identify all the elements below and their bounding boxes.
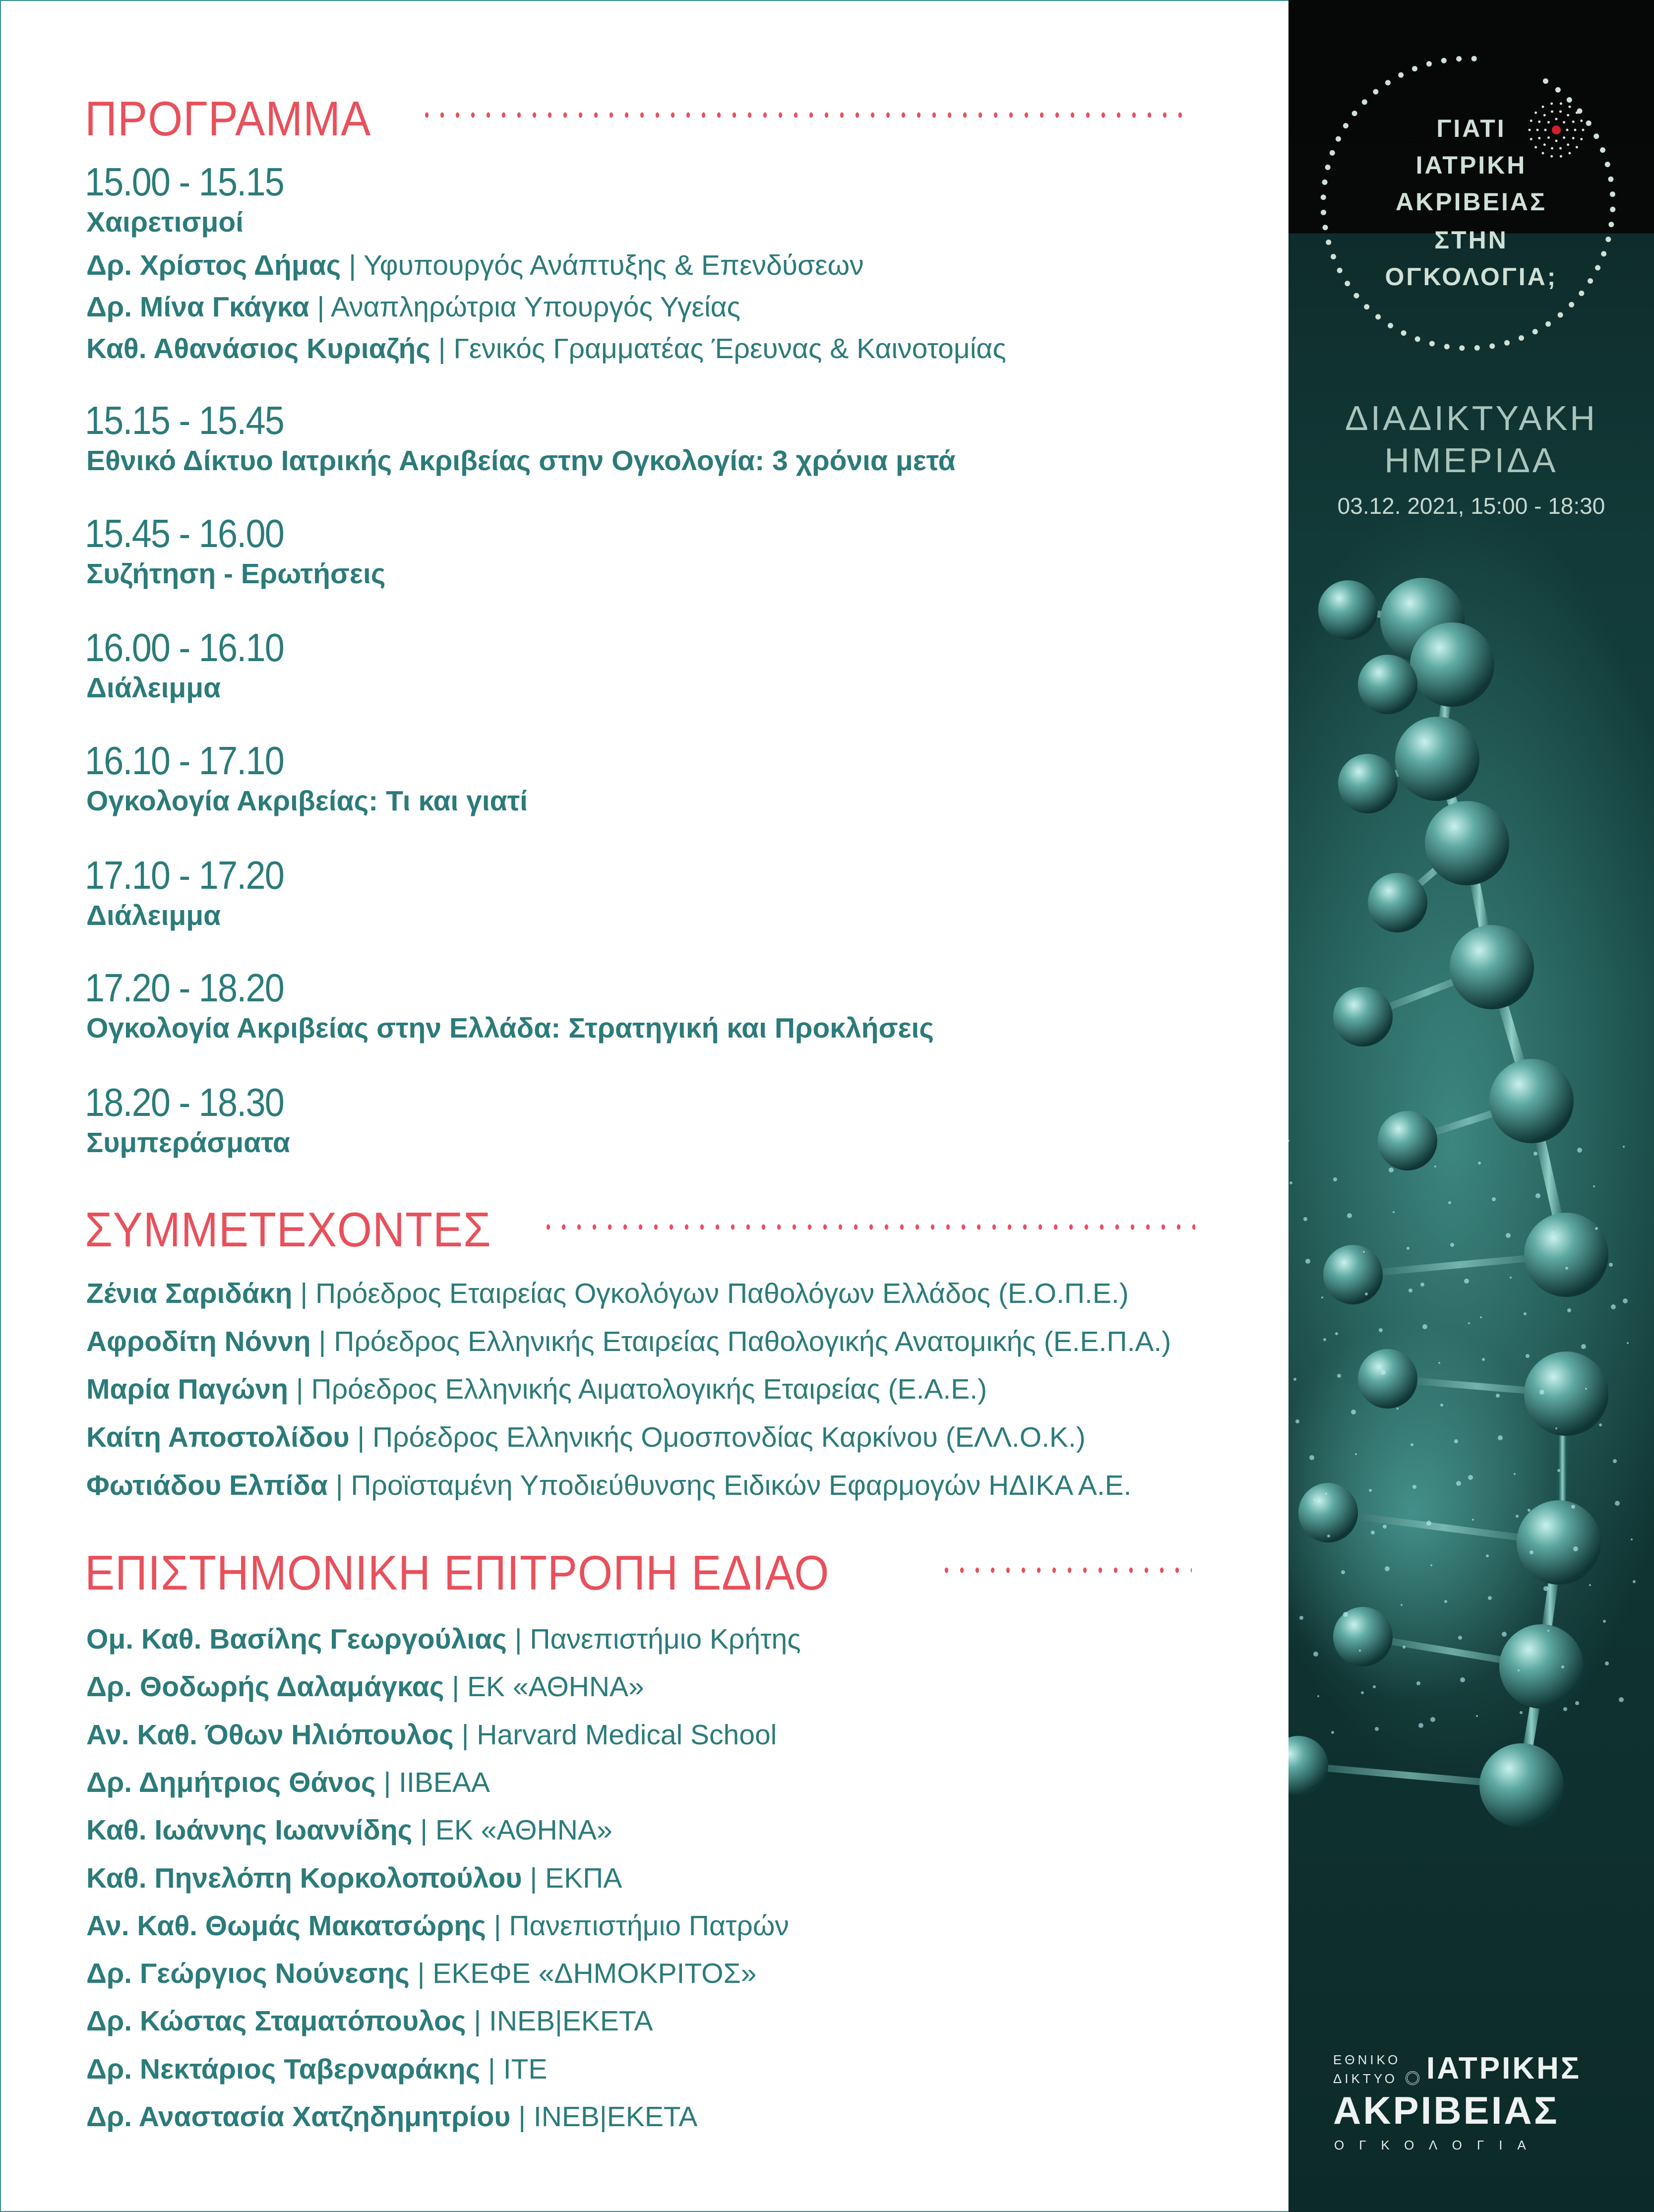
circle-dot: [1362, 99, 1367, 105]
sparkle: [1363, 1251, 1365, 1253]
sparkle: [1502, 1632, 1507, 1637]
sparkle: [1293, 1378, 1296, 1381]
sparkle: [1589, 1584, 1591, 1586]
program-session-title: Συμπεράσματα: [86, 1127, 291, 1159]
sparkle: [1603, 1620, 1606, 1623]
target-dot: [1551, 147, 1553, 150]
program-time: 17.10 - 17.20: [85, 853, 284, 897]
person-name: Αν. Καθ. Όθων Ηλιόπουλος: [86, 1719, 454, 1751]
sparkle: [1327, 1535, 1330, 1537]
side-panel: [1288, 0, 1654, 2212]
circle-dot: [1444, 344, 1450, 349]
sparkle: [1335, 1332, 1338, 1335]
person-name: Δρ. Χρίστος Δήμας: [86, 249, 341, 281]
dna-sphere: [1318, 580, 1378, 640]
person-affiliation: | Harvard Medical School: [453, 1719, 777, 1751]
target-dot: [1576, 112, 1578, 114]
sparkle: [1627, 1342, 1629, 1344]
sparkle: [1337, 1374, 1341, 1378]
dna-sphere: [1517, 1500, 1601, 1585]
sparkle: [1422, 1324, 1427, 1329]
dna-sphere: [1368, 873, 1427, 932]
sparkle: [1520, 1711, 1523, 1714]
sparkle: [1530, 1550, 1533, 1554]
circle-dot: [1322, 180, 1328, 185]
sparkle: [1577, 1148, 1582, 1153]
sparkle: [1448, 1201, 1451, 1204]
sparkle: [1633, 1580, 1636, 1583]
person-affiliation: | Πρόεδρος Ελληνικής Ομοσπονδίας Καρκίνου (ΕΛΛ.Ο.Κ.): [349, 1421, 1086, 1454]
committee-member-row: [86, 1909, 789, 1942]
circle-dot: [1608, 222, 1614, 227]
sparkle: [1440, 1404, 1443, 1407]
circle-dot: [1579, 291, 1584, 296]
panel-title-line: ΓΙΑΤΙ: [1436, 115, 1506, 142]
person-name: Δρ. Δημήτριος Θάνος: [86, 1766, 376, 1798]
dna-sphere: [1499, 1624, 1584, 1709]
target-dot: [1560, 102, 1562, 105]
sparkle: [1631, 1538, 1633, 1540]
sparkle: [1385, 1566, 1390, 1571]
panel-title-line: ΣΤΗΝ: [1434, 226, 1508, 254]
person-affiliation: | Γενικός Γραμματέας Έρευνας & Καινοτομίας: [430, 333, 1006, 365]
sparkle: [1373, 1685, 1376, 1688]
circle-dot: [1519, 335, 1524, 341]
program-session-title: Διάλειμμα: [86, 672, 221, 704]
dna-sphere: [1333, 987, 1393, 1046]
sparkle: [1355, 1453, 1357, 1455]
target-dot: [1551, 110, 1553, 113]
target-dot: [1534, 146, 1537, 148]
program-session-title: Ογκολογία Ακριβείας στην Ελλάδα: Στρατηγική και Προκλήσεις: [86, 1012, 934, 1044]
person-name: Καίτη Αποστολίδου: [86, 1421, 350, 1454]
sparkle: [1585, 1388, 1587, 1390]
dna-sphere: [1524, 1213, 1608, 1297]
sparkle: [1468, 1475, 1473, 1480]
program-time: 16.10 - 17.10: [85, 738, 284, 783]
person-affiliation: | ΕΚ «ΑΘΗΝΑ»: [444, 1671, 644, 1703]
sparkle: [1573, 1546, 1578, 1551]
person-affiliation: | ΙΝΕΒ|ΕΚΕΤΑ: [466, 2005, 653, 2037]
circle-dot: [1352, 111, 1357, 116]
person-name: Αφροδίτη Νόννη: [86, 1325, 311, 1357]
sparkle: [1514, 1473, 1516, 1475]
committee-heading-dots: [939, 1567, 1192, 1573]
person-affiliation: | ΕΚΠΑ: [522, 1862, 622, 1894]
sparkle: [1397, 1408, 1399, 1410]
target-dot: [1559, 110, 1562, 113]
sparkle: [1375, 1727, 1379, 1731]
sparkle: [1407, 1247, 1409, 1250]
program-session-title: Εθνικό Δίκτυο Ιατρικής Ακριβείας στην Ογκολογία: 3 χρόνια μετά: [86, 445, 956, 477]
sparkle: [1361, 1691, 1364, 1694]
sparkle: [1547, 1630, 1549, 1632]
person-name: Μαρία Παγώνη: [86, 1373, 289, 1406]
panel-title-line: ΙΑΤΡΙΚΗ: [1415, 151, 1527, 179]
person-name: Καθ. Αθανάσιος Κυριαζής: [86, 333, 430, 365]
sparkle: [1510, 1277, 1512, 1279]
target-dot: [1567, 143, 1569, 146]
program-time: 15.45 - 16.00: [85, 511, 284, 555]
sparkle: [1299, 1616, 1303, 1620]
target-dot: [1576, 146, 1578, 148]
program-time: 18.20 - 18.30: [85, 1080, 284, 1124]
dna-sphere: [1338, 754, 1398, 813]
sparkle: [1454, 1439, 1458, 1443]
sparkle: [1401, 1604, 1403, 1606]
logo-text-ethniko: ΕΘΝΙΚΟ: [1333, 2052, 1401, 2067]
target-dot: [1543, 143, 1546, 146]
circle-dot: [1489, 343, 1495, 349]
committee-member-row: [86, 1766, 490, 1798]
logo-text-diktyo: ΔΙΚΤΥΟ: [1333, 2071, 1398, 2086]
participant-row: [86, 1325, 1171, 1357]
dna-sphere: [1378, 1111, 1437, 1170]
target-dot: [1534, 112, 1537, 114]
circle-dot: [1456, 56, 1462, 61]
sparkle: [1365, 1292, 1368, 1295]
target-dot: [1559, 147, 1562, 150]
sparkle: [1609, 1263, 1613, 1267]
dna-sphere: [1395, 717, 1479, 801]
sparkle: [1498, 1435, 1503, 1440]
sparkle: [1561, 1665, 1564, 1668]
dna-sphere: [1425, 801, 1509, 885]
dna-sphere: [1450, 925, 1534, 1009]
program-session-title: Ογκολογία Ακριβείας: Τι και γιατί: [86, 785, 528, 817]
person-affiliation: | Προϊσταμένη Υποδιεύθυνσης Ειδικών Εφαρμογών ΗΔΙΚΑ Α.Ε.: [327, 1469, 1132, 1501]
sparkle: [1486, 1554, 1489, 1557]
circle-dot: [1567, 97, 1572, 103]
sparkle: [1303, 1217, 1307, 1221]
sparkle: [1581, 1344, 1586, 1349]
person-affiliation: | Πανεπιστήμιο Πατρών: [486, 1909, 789, 1942]
program-session-title: Χαιρετισμοί: [86, 206, 244, 238]
program-heading-dots: [419, 112, 1185, 118]
sparkle: [1444, 1600, 1447, 1603]
sparkle: [1351, 1410, 1356, 1414]
panel-title-line: ΟΓΚΟΛΟΓΙΑ;: [1385, 263, 1558, 291]
person-affiliation: | ΙΙΒΕΑΑ: [375, 1766, 490, 1798]
sparkle: [1482, 1358, 1485, 1361]
person-affiliation: | Πρόεδρος Ελληνικής Αιματολογικής Εταιρείας (Ε.Α.Ε.): [288, 1373, 987, 1406]
circle-dot: [1504, 340, 1510, 346]
sparkle: [1418, 1723, 1423, 1728]
sparkle: [1557, 1469, 1560, 1472]
sparkle: [1426, 1521, 1431, 1526]
sparkle: [1359, 1650, 1361, 1652]
logo-text-iatrikis: ΙΑΤΡΙΚΗΣ: [1426, 2051, 1582, 2086]
committee-member-row: [86, 1721, 777, 1749]
program-session-title: Συζήτηση - Ερωτήσεις: [86, 558, 386, 590]
program-time: 16.00 - 16.10: [85, 625, 284, 670]
sparkle: [1289, 1181, 1292, 1184]
sparkle: [1535, 1193, 1540, 1198]
sparkle: [1623, 1298, 1628, 1303]
dna-sphere: [1410, 622, 1494, 707]
program-heading: ΠΡΟΓΡΑΜΜΑ: [85, 91, 371, 146]
sparkle: [1295, 1419, 1299, 1423]
sparkle: [1551, 1231, 1553, 1233]
sparkle: [1369, 1489, 1372, 1492]
sparkle: [1450, 1243, 1454, 1247]
committee-member-row: [86, 1960, 756, 1988]
logo-ring-icon: [1406, 2071, 1419, 2085]
sparkle: [1323, 1338, 1326, 1341]
sparkle: [1613, 1459, 1617, 1463]
dna-sphere: [1298, 1483, 1358, 1542]
participant-row: [86, 1423, 1086, 1452]
circle-dot: [1600, 147, 1605, 153]
circle-dot: [1569, 302, 1574, 307]
sparkle: [1460, 1677, 1465, 1682]
dna-sphere: [1358, 655, 1417, 714]
committee-member-row: [86, 1673, 644, 1701]
event-type-line-1: ΔΙΑΔΙΚΤΥΑΚΗ: [1345, 399, 1597, 437]
person-name: Ομ. Καθ. Βασίλης Γεωργούλιας: [86, 1623, 507, 1655]
circle-dot: [1543, 78, 1548, 84]
sparkle: [1343, 1612, 1348, 1617]
circle-dot: [1426, 61, 1432, 66]
sparkle: [1383, 1525, 1387, 1529]
sparkle: [1526, 1354, 1530, 1358]
sparkle: [1593, 1185, 1595, 1187]
person-name: Δρ. Μίνα Γκάγκα: [86, 291, 309, 323]
committee-member-row: [86, 1816, 613, 1844]
circle-dot: [1364, 304, 1369, 309]
sparkle: [1331, 1731, 1334, 1734]
person-name: Ζένια Σαριδάκη: [86, 1278, 293, 1309]
committee-heading: ΕΠΙΣΤΗΜΟΝΙΚΗ ΕΠΙΤΡΟΠΗ ΕΔΙΑΟ: [85, 1545, 830, 1600]
sparkle: [1599, 1423, 1602, 1426]
sparkle: [1325, 1493, 1327, 1495]
panel-title-line: ΑΚΡΙΒΕΙΑΣ: [1396, 188, 1547, 216]
sparkle: [1563, 1707, 1567, 1711]
circle-dot: [1545, 321, 1551, 327]
program-speaker: [86, 335, 1006, 363]
participant-row: [86, 1375, 987, 1404]
sparkle: [1611, 1304, 1616, 1309]
person-affiliation: | ΙΝΕΒ|ΕΚΕΤΑ: [510, 2101, 698, 2133]
sparkle: [1496, 1394, 1500, 1398]
sparkle: [1403, 1646, 1406, 1649]
person-name: Δρ. Γεώργιος Νούνεσης: [86, 1958, 410, 1990]
sparkle: [1430, 1717, 1435, 1722]
sparkle: [1456, 1481, 1461, 1486]
sparkle: [1420, 1283, 1424, 1287]
circle-dot: [1474, 345, 1480, 351]
person-affiliation: | Πρόεδρος Ελληνικής Εταιρείας Παθολογικής Ανατομικής (Ε.Ε.Π.Α.): [310, 1325, 1171, 1357]
program-session-title: Διάλειμμα: [86, 900, 221, 931]
committee-member-row: [86, 1864, 622, 1893]
sparkle: [1317, 1695, 1319, 1697]
person-name: Δρ. Νεκτάριος Ταβερναράκης: [86, 2053, 481, 2085]
participants-heading: ΣΥΜΜΕΤΕΧΟΝΤΕΣ: [85, 1202, 491, 1257]
sparkle: [1619, 1697, 1624, 1702]
person-affiliation: | ΕΚ «ΑΘΗΝΑ»: [412, 1814, 613, 1846]
circle-dot: [1385, 80, 1391, 85]
sparkle: [1438, 1362, 1440, 1364]
circle-dot: [1354, 293, 1359, 299]
sparkle: [1595, 1227, 1598, 1230]
sparkle: [1478, 1162, 1481, 1165]
dna-sphere: [1489, 1059, 1574, 1143]
sparkle: [1516, 1515, 1519, 1518]
sparkle: [1305, 1259, 1310, 1264]
sparkle: [1623, 1146, 1625, 1148]
sparkle: [1539, 1390, 1544, 1395]
person-name: Δρ. Αναστασία Χατζηδημητρίου: [86, 2101, 511, 2133]
program-time: 17.20 - 18.20: [85, 966, 284, 1010]
dna-illustration: [1288, 0, 1654, 2212]
participants-heading-dots: [541, 1224, 1195, 1230]
sparkle: [1389, 1167, 1394, 1172]
program-speaker: [86, 293, 740, 321]
sparkle: [1480, 1316, 1482, 1318]
sparkle: [1488, 1596, 1492, 1600]
sparkle: [1371, 1531, 1375, 1535]
person-name: Καθ. Πηνελόπη Κορκολοπούλου: [86, 1862, 522, 1894]
sparkle: [1409, 1289, 1412, 1292]
event-date: 03.12. 2021, 15:00 - 18:30: [1337, 493, 1605, 519]
committee-member-row: [86, 2103, 697, 2131]
sparkle: [1313, 1652, 1318, 1657]
sparkle: [1567, 1308, 1571, 1312]
sparkle: [1565, 1267, 1568, 1270]
dna-sphere: [1333, 1607, 1393, 1666]
sparkle: [1533, 1152, 1537, 1156]
person-affiliation: | Πρόεδρος Εταιρείας Ογκολόγων Παθολόγων Ελλάδος (Ε.Ο.Π.Ε.): [292, 1278, 1129, 1309]
circle-dot: [1441, 58, 1447, 63]
circle-dot: [1558, 312, 1563, 317]
target-dot: [1542, 106, 1544, 108]
sparkle: [1543, 1586, 1548, 1591]
sparkle: [1555, 1427, 1557, 1429]
logo-text-akriveias: ΑΚΡΙΒΕΙΑΣ: [1333, 2089, 1559, 2132]
sparkle: [1321, 1296, 1323, 1298]
circle-dot: [1459, 345, 1465, 351]
event-type-line-2: ΗΜΕΡΙΔΑ: [1384, 441, 1558, 480]
logo-text-ogkologia: ΟΓΚΟΛΟΓΙΑ: [1334, 2138, 1541, 2152]
sparkle: [1347, 1213, 1352, 1218]
circle-dot: [1532, 329, 1538, 334]
sparkle: [1472, 1519, 1474, 1521]
sparkle: [1518, 1669, 1520, 1671]
circle-dot: [1412, 66, 1417, 71]
person-affiliation: | ΙΤΕ: [480, 2053, 548, 2085]
circle-dot: [1555, 87, 1561, 93]
person-affiliation: | Υφυπουργός Ανάπτυξης & Επενδύσεων: [341, 249, 864, 281]
dna-sphere: [1524, 1352, 1608, 1436]
dna-sphere: [1288, 1736, 1328, 1795]
sparkle: [1458, 1636, 1462, 1640]
sparkle: [1416, 1681, 1420, 1685]
circle-dot: [1388, 323, 1393, 328]
sparkle: [1313, 1499, 1315, 1501]
program-time: 15.00 - 15.15: [85, 160, 284, 204]
dna-sphere: [1358, 1349, 1417, 1409]
dna-sphere: [1323, 1245, 1383, 1304]
person-name: Αν. Καθ. Θωμάς Μακατσώρης: [86, 1909, 486, 1942]
program-speaker: [86, 251, 864, 280]
person-affiliation: | Αναπληρώτρια Υπουργός Υγείας: [309, 291, 741, 323]
sparkle: [1412, 1485, 1416, 1489]
sparkle: [1468, 1322, 1470, 1324]
person-name: Δρ. Θοδωρής Δαλαμάγκας: [86, 1671, 444, 1703]
sparkle: [1506, 1233, 1511, 1238]
circle-dot: [1471, 56, 1477, 61]
sparkle: [1464, 1279, 1469, 1284]
circle-dot: [1331, 254, 1336, 259]
sparkle: [1524, 1312, 1527, 1315]
person-name: Φωτιάδου Ελπίδα: [86, 1469, 328, 1501]
circle-dot: [1429, 341, 1435, 346]
sparkle: [1434, 1166, 1436, 1167]
sparkle: [1379, 1328, 1383, 1332]
program-time: 15.15 - 15.45: [85, 398, 284, 442]
sparkle: [1492, 1197, 1496, 1201]
dna-sphere: [1479, 1743, 1564, 1828]
sparkle: [1410, 1443, 1413, 1446]
person-name: Καθ. Ιωάννης Ιωαννίδης: [86, 1814, 413, 1846]
sparkle: [1615, 1501, 1620, 1506]
committee-member-row: [86, 1625, 801, 1654]
target-dot: [1550, 102, 1553, 105]
participant-row: [86, 1280, 1129, 1308]
sparkle: [1393, 1211, 1395, 1213]
sparkle: [1476, 1715, 1478, 1717]
person-affiliation: | ΕΚΕΦΕ «ΔΗΜΟΚΡΙΤΟΣ»: [409, 1958, 757, 1990]
person-affiliation: | Πανεπιστήμιο Κρήτης: [506, 1623, 801, 1655]
target-dot: [1569, 106, 1571, 108]
sparkle: [1528, 1509, 1531, 1512]
sparkle: [1430, 1564, 1432, 1566]
sparkle: [1575, 1701, 1579, 1705]
sparkle: [1571, 1505, 1575, 1509]
participant-row: [86, 1469, 1132, 1501]
sparkle: [1605, 1661, 1609, 1665]
sparkle: [1309, 1455, 1314, 1460]
committee-member-row: [86, 2055, 547, 2084]
circle-dot: [1373, 89, 1378, 95]
sparkle: [1381, 1370, 1386, 1375]
circle-dot: [1375, 314, 1381, 319]
circle-dot: [1401, 330, 1407, 336]
sparkle: [1333, 1177, 1337, 1181]
circle-dot: [1415, 336, 1420, 342]
committee-member-row: [86, 2007, 653, 2035]
person-name: Δρ. Κώστας Σταματόπουλος: [86, 2005, 466, 2037]
circle-dot: [1398, 72, 1404, 78]
sparkle: [1341, 1570, 1345, 1574]
